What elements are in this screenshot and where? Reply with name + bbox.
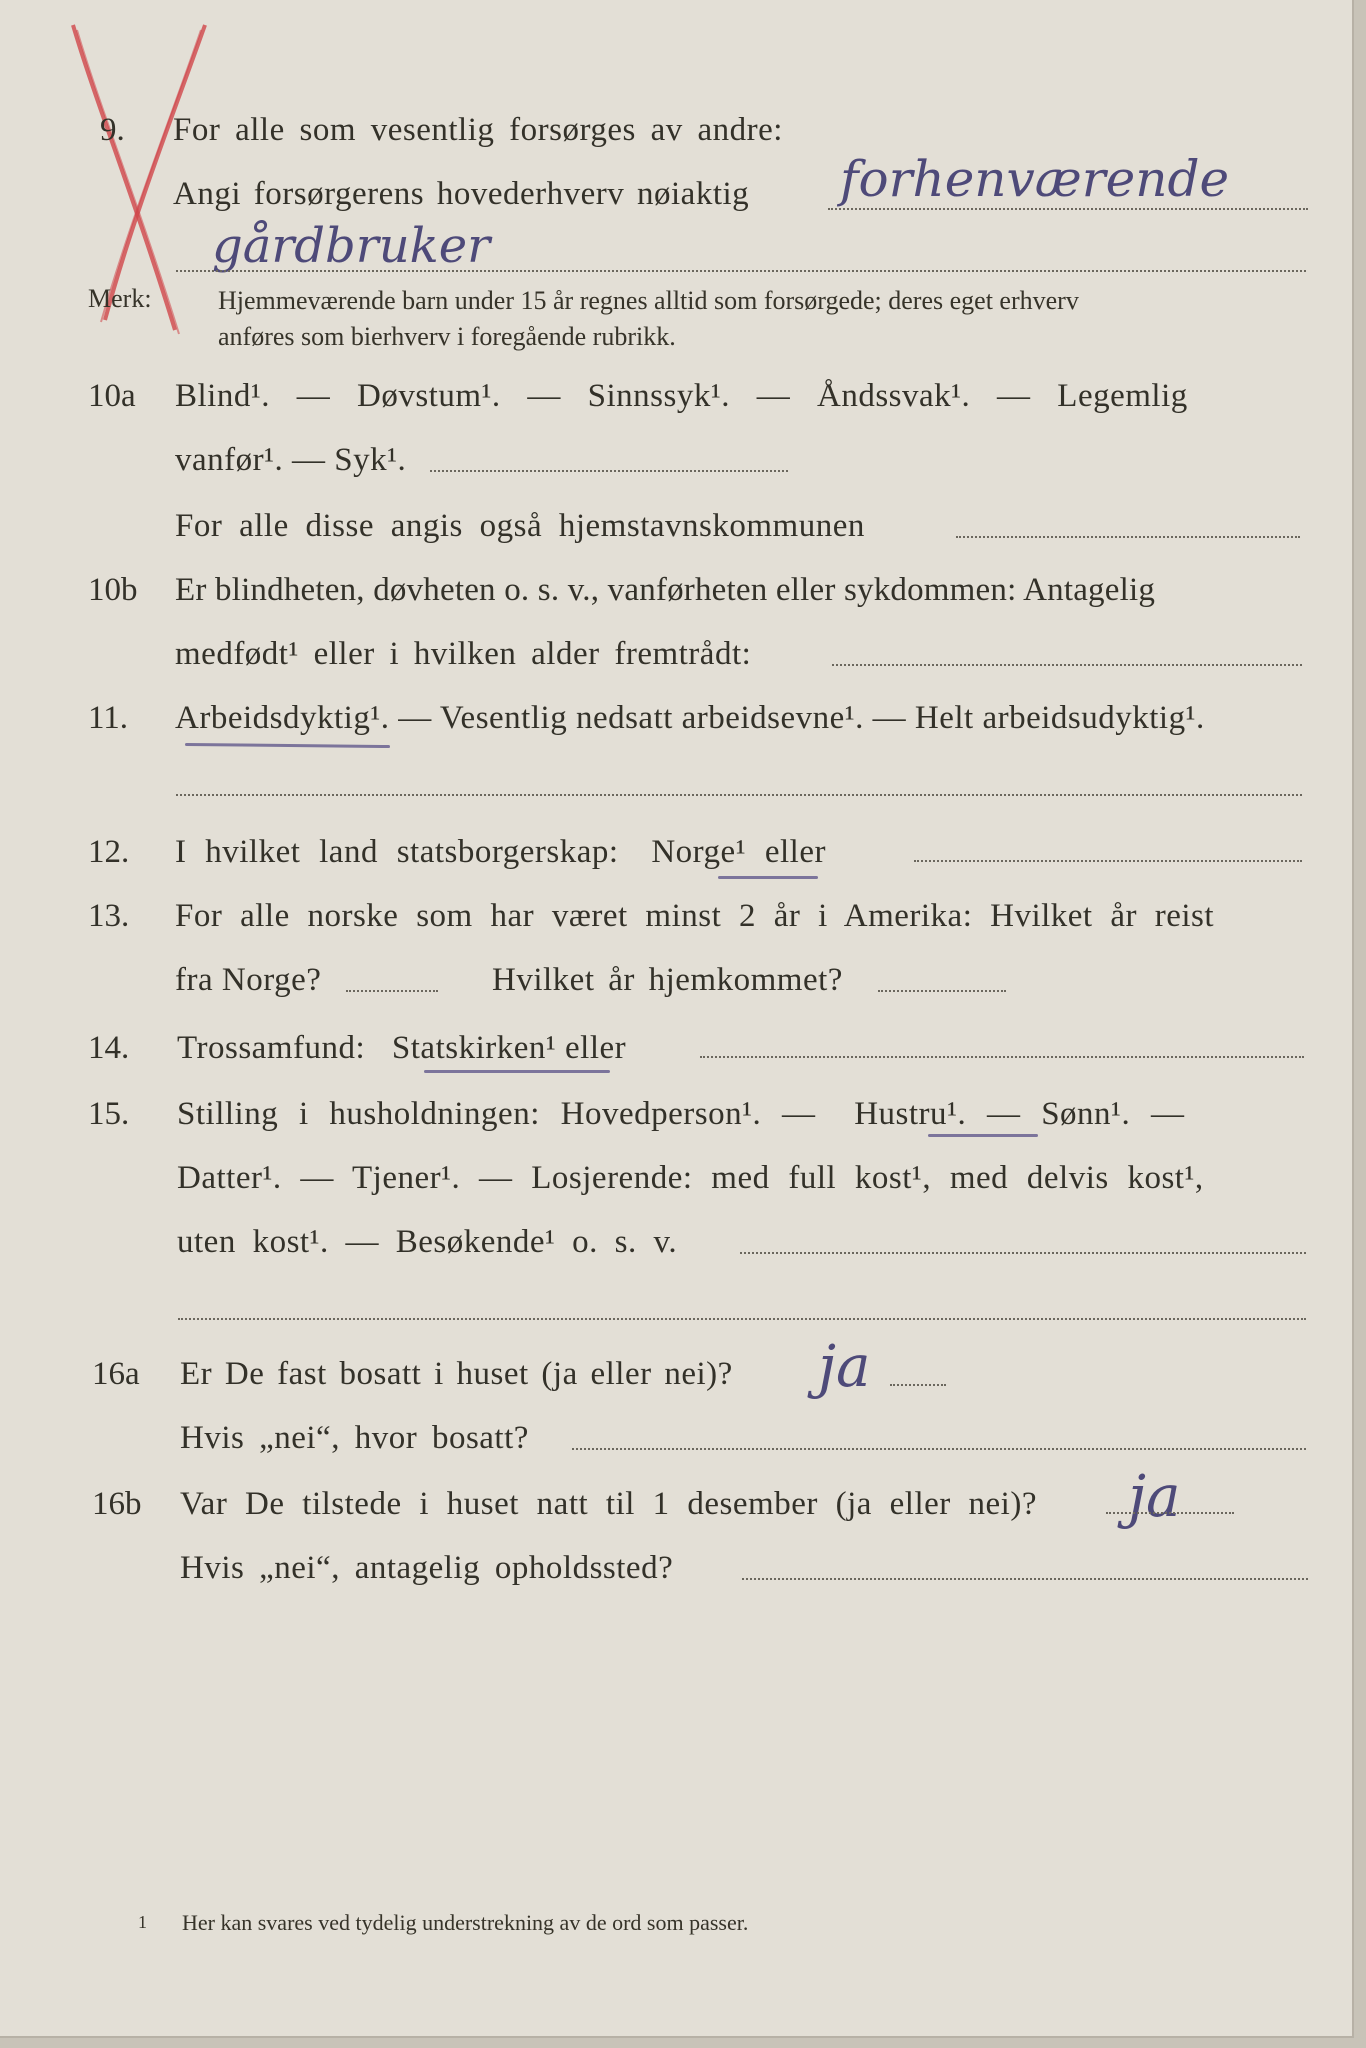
footnote-mark: 1 [138, 1912, 147, 1932]
q15-text: Stilling i husholdningen: Hovedperson¹. — [177, 1096, 816, 1132]
q16a-number: 16a [92, 1356, 140, 1392]
q10a-line1: Blind¹. — Døvstum¹. — Sinnssyk¹. — Åndssvak¹. — Legemlig [175, 378, 1188, 414]
q14-line [177, 1030, 626, 1067]
q15-rest: ¹. — Sønn¹. — [947, 1096, 1185, 1132]
underline-norge [718, 876, 818, 879]
q16b-answer: ja [1128, 1462, 1181, 1530]
q14-rest: ¹ eller [545, 1030, 627, 1066]
q12-number: 12. [88, 834, 130, 870]
q10a-number: 10a [88, 378, 136, 414]
q12-line [175, 834, 826, 871]
q11-line [175, 700, 1205, 737]
underline-hustru [928, 1134, 1038, 1137]
q10b-line1: Er blindheten, døvheten o. s. v., vanførheten eller sykdommen: Antagelig [175, 572, 1156, 608]
q15-number: 15. [88, 1096, 130, 1132]
q15-option-hustru: Hustru [854, 1096, 948, 1132]
q11-option-arbeidsdyktig: Arbeidsdyktig [175, 700, 371, 736]
q16a-answer: ja [818, 1332, 871, 1400]
merk-line1: Hjemmeværende barn under 15 år regnes alltid som forsørgede; deres eget erhverv [218, 286, 1079, 315]
q9-answer-occupation: forhenværende [840, 150, 1230, 208]
q14-number: 14. [88, 1030, 130, 1066]
q15-line3: uten kost¹. — Besøkende¹ o. s. v. [177, 1224, 678, 1260]
q9-number: 9. [100, 112, 125, 148]
merk-line2: anføres som bierhverv i foregående rubrikk. [218, 322, 676, 351]
q10a-line3: For alle disse angis også hjemstavnskommunen [175, 508, 865, 544]
underline-statskirken [424, 1070, 610, 1073]
q13-line2b: Hvilket år hjemkommet? [492, 962, 843, 998]
q15-line1 [177, 1096, 1184, 1133]
q16a-line1: Er De fast bosatt i huset (ja eller nei)? [180, 1356, 733, 1392]
q11-rest: ¹. — Vesentlig nedsatt arbeidsevne¹. — Helt arbeidsudyktig¹. [370, 700, 1205, 736]
q16b-number: 16b [92, 1486, 142, 1522]
merk-label: Merk: [88, 284, 152, 313]
underline-arbeidsdyktig [185, 743, 390, 748]
q16b-line2: Hvis „nei“, antagelig opholdssted? [180, 1550, 674, 1586]
q13-line1: For alle norske som har været minst 2 år i Amerika: Hvilket år reist [175, 898, 1215, 934]
q16b-line1: Var De tilstede i huset natt til 1 desember (ja eller nei)? [180, 1486, 1037, 1522]
footnote-text: Her kan svares ved tydelig understrekning av de ord som passer. [182, 1910, 749, 1935]
q13-line2a: fra Norge? [175, 962, 322, 998]
q9-line1: For alle som vesentlig forsørges av andre: [173, 112, 783, 148]
q12-option-norge: Norge [651, 834, 736, 870]
q10a-line2: vanfør¹. — Syk¹. [175, 442, 407, 478]
q15-line2: Datter¹. — Tjener¹. — Losjerende: med full kost¹, med delvis kost¹, [177, 1160, 1204, 1196]
q14-option-statskirken: Statskirken [391, 1030, 546, 1066]
q9-line2: Angi forsørgerens hovederhverv nøiaktig [173, 176, 750, 212]
q14-text: Trossamfund: [177, 1030, 366, 1066]
q11-number: 11. [88, 700, 129, 736]
q12-text: I hvilket land statsborgerskap: [175, 834, 619, 870]
q13-number: 13. [88, 898, 130, 934]
q9-answer-occupation-cont: gårdbruker [212, 218, 491, 274]
q10b-number: 10b [88, 572, 138, 608]
q10b-line2: medfødt¹ eller i hvilken alder fremtrådt: [175, 636, 752, 672]
q12-rest: ¹ eller [735, 834, 826, 870]
q16a-line2: Hvis „nei“, hvor bosatt? [180, 1420, 529, 1456]
